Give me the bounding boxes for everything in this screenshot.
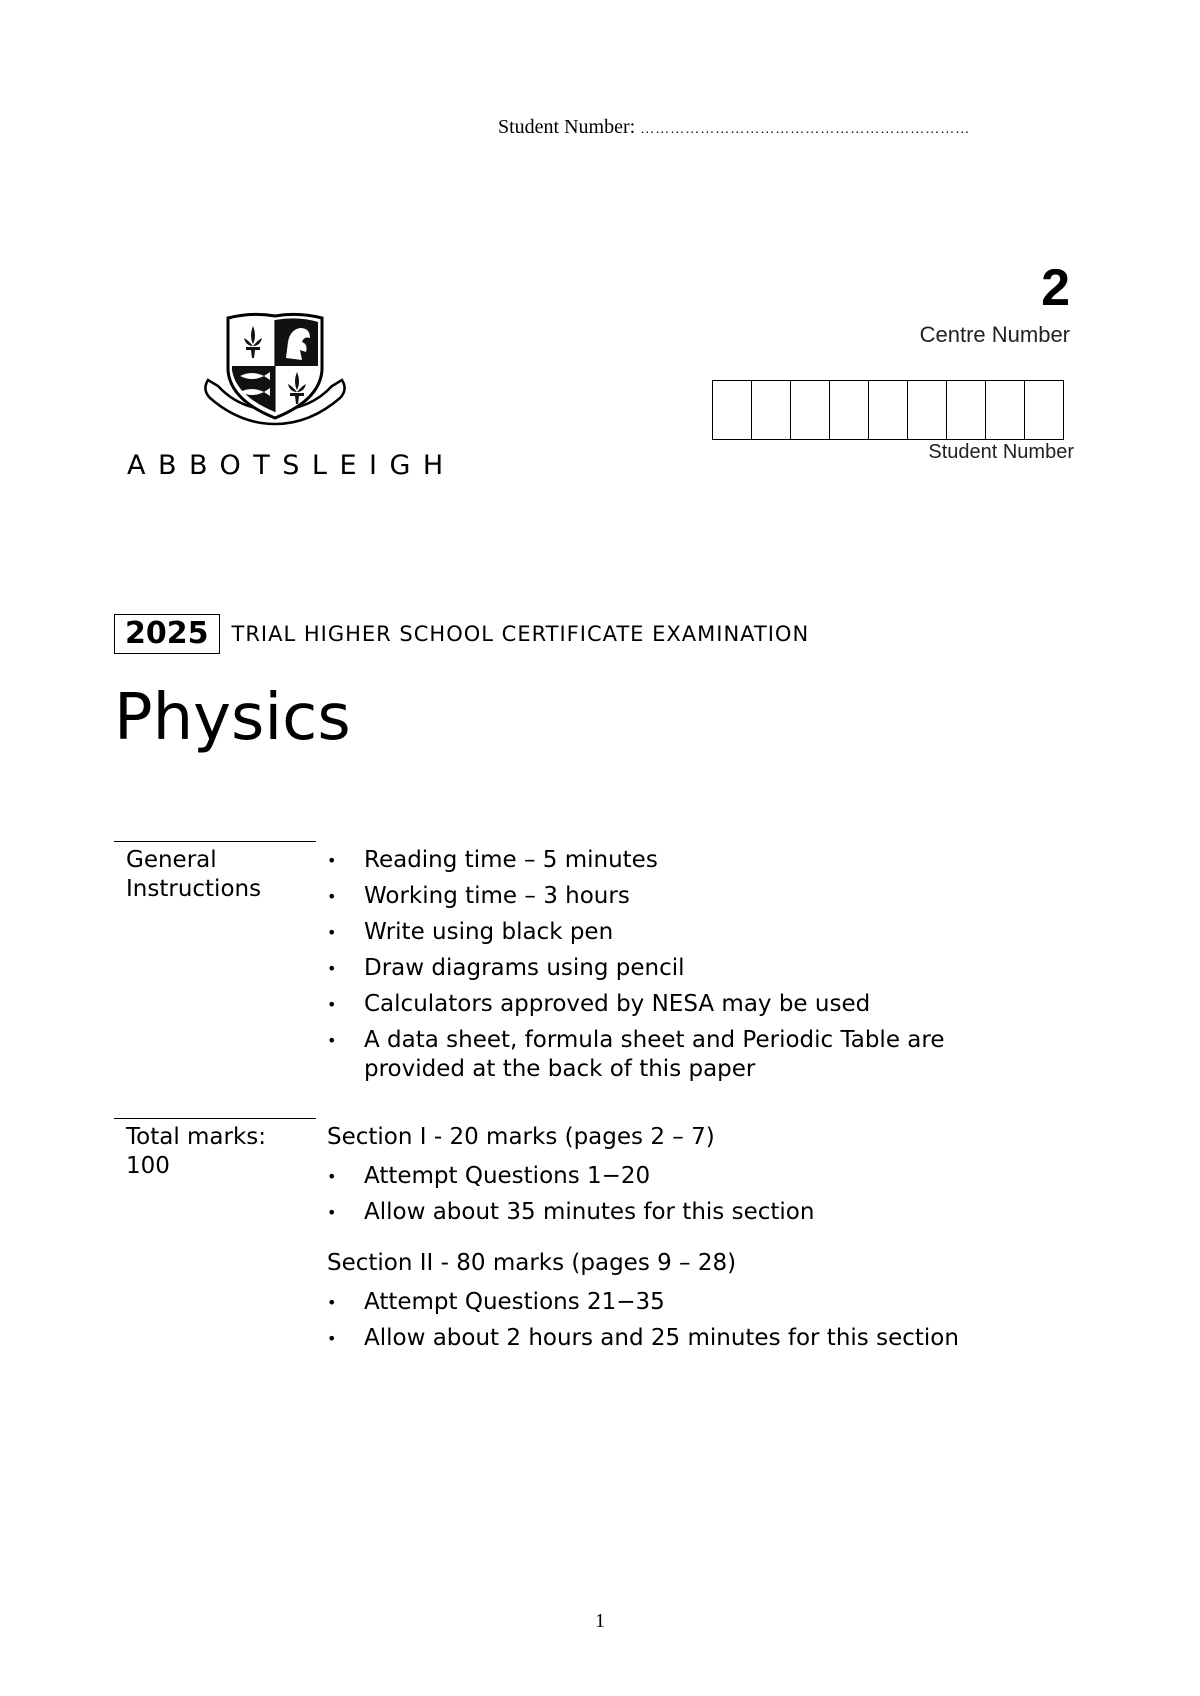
- section-1-item: • Allow about 35 minutes for this section: [327, 1198, 1047, 1227]
- student-number-dotted-line[interactable]: …………………………………………………………: [640, 122, 971, 137]
- instruction-item: • Reading time – 5 minutes: [327, 846, 1007, 875]
- exam-heading: [114, 614, 809, 654]
- sections-info: [327, 1123, 1047, 1360]
- student-number-label: Student Number:: [498, 116, 636, 138]
- general-instructions-list: [327, 846, 1007, 1091]
- instruction-item: • Write using black pen: [327, 918, 1007, 947]
- school-name: ABBOTSLEIGH: [127, 450, 456, 481]
- student-number-digit-box[interactable]: [947, 381, 986, 439]
- student-number-boxes: [712, 380, 1064, 440]
- subject-title: Physics: [114, 681, 351, 755]
- student-number-digit-box[interactable]: [869, 381, 908, 439]
- centre-number-value: 2: [1041, 259, 1070, 317]
- section-2-heading: Section II - 80 marks (pages 9 – 28): [327, 1250, 737, 1276]
- section-2: [327, 1249, 1047, 1353]
- section-2-item: • Attempt Questions 21−35: [327, 1288, 1047, 1317]
- total-marks-divider: [114, 1118, 316, 1119]
- section-1-heading: Section I - 20 marks (pages 2 – 7): [327, 1124, 715, 1150]
- student-number-digit-box[interactable]: [986, 381, 1025, 439]
- total-marks-label: Total marks: 100: [126, 1124, 267, 1179]
- instruction-item: • Working time – 3 hours: [327, 882, 1007, 911]
- exam-title: TRIAL HIGHER SCHOOL CERTIFICATE EXAMINATION: [231, 622, 810, 646]
- student-number-digit-box[interactable]: [830, 381, 869, 439]
- page-number: 1: [595, 1610, 605, 1632]
- student-number-digit-box[interactable]: [752, 381, 791, 439]
- instruction-item: • A data sheet, formula sheet and Periodic Table are provided at the back of this paper: [327, 1026, 1007, 1084]
- section-2-item: • Allow about 2 hours and 25 minutes for this section: [327, 1324, 1047, 1353]
- instruction-item: • Draw diagrams using pencil: [327, 954, 1007, 983]
- student-number-digit-box[interactable]: [791, 381, 830, 439]
- section-1: [327, 1123, 1047, 1227]
- exam-year: 2025: [114, 614, 220, 654]
- student-number-digit-box[interactable]: [1025, 381, 1064, 439]
- general-instructions-label: General Instructions: [126, 847, 262, 902]
- student-number-digit-box[interactable]: [908, 381, 947, 439]
- student-number-line: [498, 116, 970, 139]
- instructions-divider: [114, 841, 316, 842]
- instruction-item: • Calculators approved by NESA may be used: [327, 990, 1007, 1019]
- section-1-item: • Attempt Questions 1−20: [327, 1162, 1047, 1191]
- student-number-digit-box[interactable]: [713, 381, 752, 439]
- student-number-box-label: Student Number: [928, 441, 1074, 463]
- school-crest-logo: [200, 312, 350, 438]
- centre-number-label: Centre Number: [919, 322, 1070, 347]
